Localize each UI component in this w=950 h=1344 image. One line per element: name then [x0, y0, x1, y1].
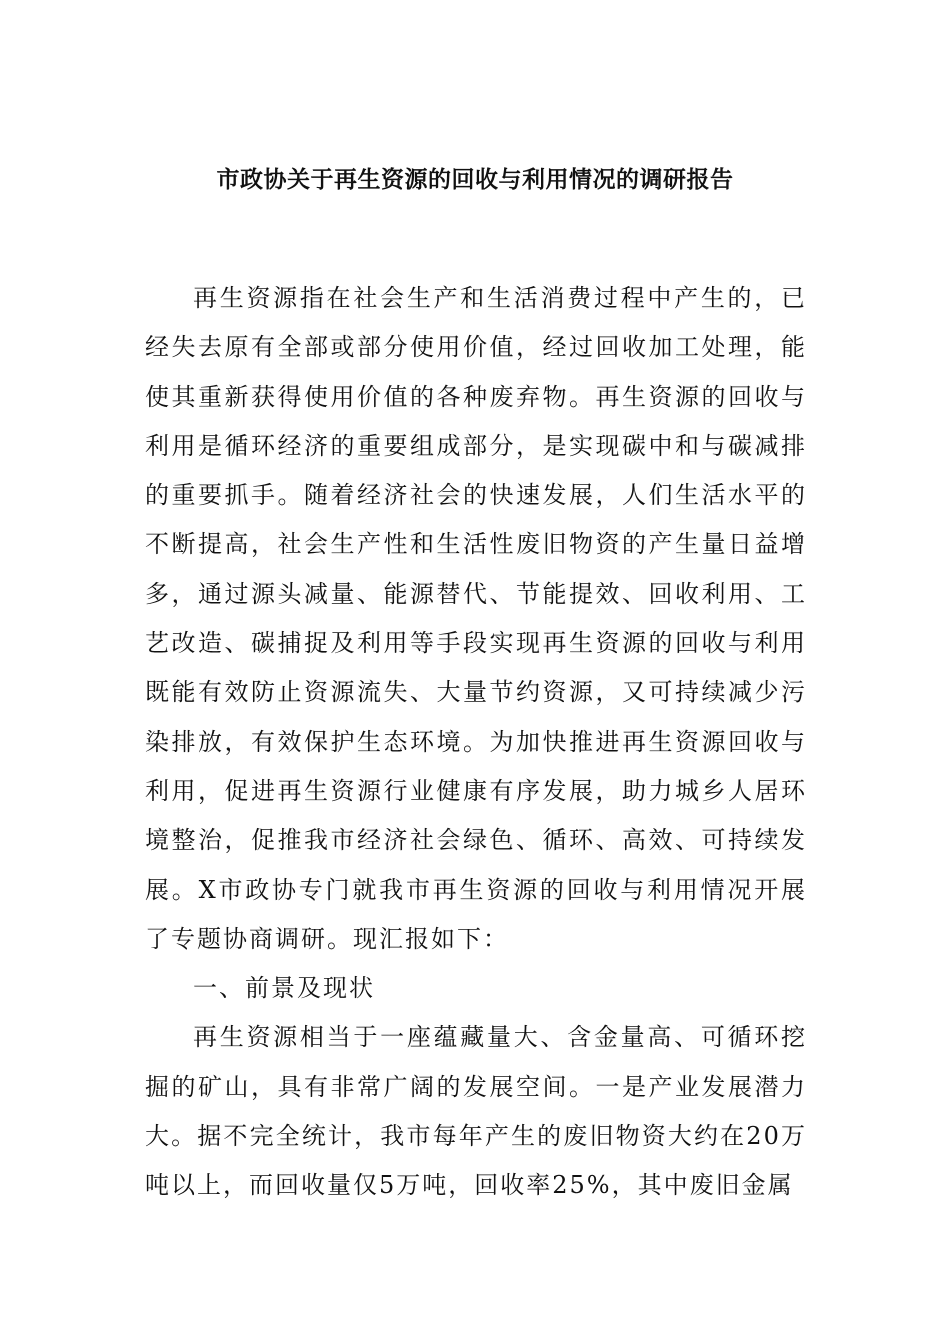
document-body — [145, 274, 807, 1211]
paragraph-prospects: 再生资源相当于一座蕴藏量大、含金量高、可循环挖掘的矿山，具有非常广阔的发展空间。一是产业发展潜力大。据不完全统计，我市每年产生的废旧物资大约在20万吨以上，而回收量仅5万吨，回收率25%，其中废旧金属 — [145, 1023, 807, 1200]
paragraph-intro: 再生资源指在社会生产和生活消费过程中产生的，已经失去原有全部或部分使用价值，经过回收加工处理，能使其重新获得使用价值的各种废弃物。再生资源的回收与利用是循环经济的重要组成部分，是实现碳中和与碳减排的重要抓手。随着经济社会的快速发展，人们生活水平的不断提高，社会生产性和生活性废旧物资的产生量日益增多，通过源头减量、能源替代、节能提效、回收利用、工艺改造、碳捕捉及利用等手段实现再生资源的回收与利用既能有效防止资源流失、大量节约资源，又可持续减少污染排放，有效保护生态环境。为加快推进再生资源回收与利用，促进再生资源行业健康有序发展，助力城乡人居环境整治，促推我市经济社会绿色、循环、高效、可持续发展。X市政协专门就我市再生资源的回收与利用情况开展了专题协商调研。现汇报如下： — [145, 284, 807, 953]
section-heading: 一、前景及现状 — [193, 974, 375, 1003]
document-title: 市政协关于再生资源的回收与利用情况的调研报告 — [216, 166, 734, 193]
